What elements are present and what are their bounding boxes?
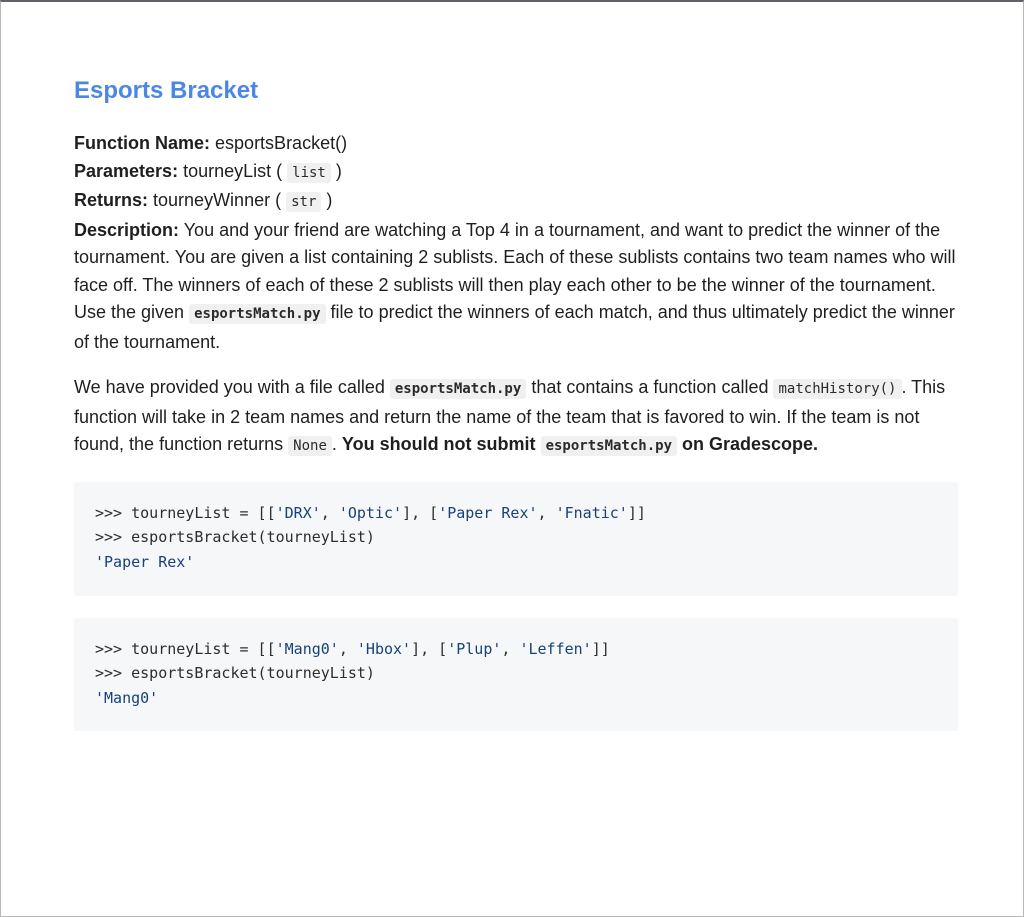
parameters-value: tourneyList (: [183, 160, 283, 181]
code-token: ,: [501, 639, 520, 658]
code-example-2: [74, 618, 958, 731]
code-example-1: [74, 482, 958, 596]
parameters-label: Parameters:: [74, 160, 179, 181]
description-label: Description:: [74, 219, 180, 240]
provided-bold-warning: You should not submit: [341, 434, 536, 454]
code-line: >>> tourneyList = [[: [95, 503, 276, 522]
code-line: >>> tourneyList = [[: [95, 639, 276, 658]
code-token: ,: [338, 639, 357, 658]
code-token: ]]: [591, 639, 610, 658]
provided-text-1: We have provided you with a file called: [74, 377, 385, 397]
code-token: ,: [537, 503, 556, 522]
document-content: [74, 74, 958, 731]
returns-close: ): [326, 190, 333, 210]
description-row: [74, 217, 958, 357]
code-token: ,: [320, 503, 339, 522]
provided-text-3: . This function will take in 2 team names and return the name of the team that is favored to win. If the team is not found, the function returns: [74, 377, 946, 454]
code-token-string: 'Plup': [447, 639, 502, 658]
code-token-string: 'DRX': [275, 503, 321, 522]
parameters-row: [74, 158, 958, 188]
code-token-string: 'Optic': [338, 503, 403, 522]
code-token-string: 'Fnatic': [555, 503, 628, 522]
code-token-string: 'Hbox': [356, 639, 412, 658]
provided-text-2: that contains a function called: [531, 377, 769, 397]
code-line: >>> esportsBracket(tourneyList): [95, 528, 375, 546]
returns-row: [74, 187, 958, 217]
code-token: ]]: [627, 503, 646, 522]
provided-text-4: .: [331, 434, 337, 454]
description-text-after: file to predict the winners of each match, and thus ultimately predict the winner of the tournament.: [74, 302, 955, 352]
function-name-row: [74, 130, 958, 158]
function-name-label: Function Name:: [74, 133, 211, 153]
provided-bold-tail: on Gradescope.: [682, 434, 819, 454]
code-token-string: 'Paper Rex': [438, 503, 538, 522]
function-name-value: esportsBracket(): [215, 133, 348, 153]
page-title: Esports Bracket: [74, 77, 259, 104]
code-token-string: 'Mang0': [275, 639, 339, 658]
code-result: 'Paper Rex': [95, 552, 195, 571]
code-token-string: 'Leffen': [519, 639, 592, 658]
function-spec: [74, 130, 958, 356]
provided-paragraph: [74, 374, 958, 461]
provided-code-none: None: [288, 436, 332, 456]
provided-code-function: matchHistory(): [773, 379, 901, 399]
returns-value: tourneyWinner (: [153, 190, 282, 210]
parameters-close: ): [335, 160, 342, 181]
provided-code-file: esportsMatch.py: [390, 379, 526, 399]
description-text-before: You and your friend are watching a Top 4 in a tournament, and want to predict the winner of the tournament. You are given a list containing 2 sublists. Each of these sublists contains two team names who will face off. The winners of each of these 2 sublists will then play each other to be the winner of the tournament. Use the given: [74, 219, 956, 322]
code-result: 'Mang0': [95, 688, 159, 707]
returns-type: str: [286, 192, 321, 212]
code-line: >>> esportsBracket(tourneyList): [95, 664, 375, 682]
provided-code-file-2: esportsMatch.py: [541, 436, 677, 456]
code-token: ], [: [402, 503, 439, 522]
code-token: ], [: [411, 639, 448, 658]
parameters-type: list: [287, 163, 331, 183]
description-code: esportsMatch.py: [189, 304, 325, 324]
returns-label: Returns:: [74, 190, 149, 210]
